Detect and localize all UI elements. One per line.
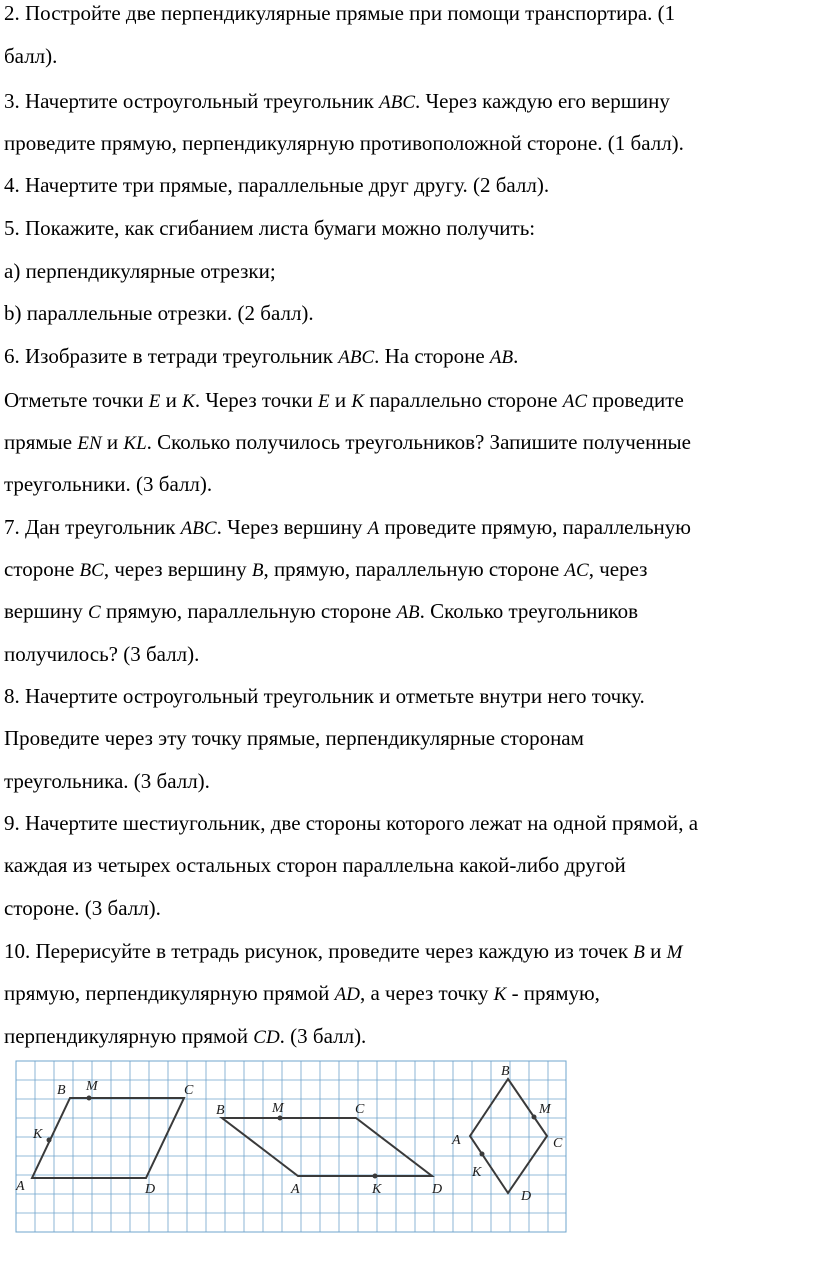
point-M-2 (278, 1116, 283, 1121)
shape-trapezoid-middle (222, 1118, 432, 1176)
shape-rhombus-right (470, 1079, 547, 1193)
math-symbol: ABC (338, 347, 375, 368)
text-span: параллельно стороне (364, 388, 563, 412)
shape3-outline (470, 1079, 547, 1193)
text-line (4, 388, 684, 414)
math-symbol: C (88, 602, 101, 623)
math-symbol: B (251, 560, 264, 581)
shape2-outline (222, 1118, 432, 1176)
shape1-outline (32, 1098, 184, 1178)
label-A-1: A (16, 1179, 25, 1194)
text-line: балл). (4, 44, 58, 68)
label-B-2: B (216, 1103, 225, 1118)
label-B-1: B (57, 1083, 66, 1098)
text-line (4, 1024, 366, 1050)
math-symbol: AC (562, 391, 588, 412)
label-A-3: A (452, 1133, 461, 1148)
text-line (4, 599, 638, 625)
text-span: прямую, параллельную стороне (100, 599, 397, 623)
point-M-3 (532, 1115, 537, 1120)
math-symbol: AB (489, 347, 514, 368)
text-line: 5. Покажите, как сгибанием листа бумаги можно получить: (4, 216, 536, 240)
text-span: . Сколько треугольников (419, 599, 639, 623)
text-line (4, 89, 670, 115)
math-symbol: K (351, 391, 365, 412)
label-K-2: K (372, 1182, 382, 1197)
text-line: стороне. (3 балл). (4, 896, 161, 920)
math-symbol: K (182, 391, 195, 412)
label-D-1: D (145, 1182, 156, 1197)
text-span: . (513, 344, 519, 368)
label-M-2: M (272, 1101, 284, 1116)
label-C-2: C (355, 1102, 365, 1117)
text-span: . Через точки (194, 388, 319, 412)
text-span: и (644, 939, 667, 963)
text-span: Отметьте точки (4, 388, 149, 412)
text-line: треугольника. (3 балл). (4, 769, 210, 793)
text-line: 2. Постройте две перпендикулярные прямые при помощи транспортира. (1 (4, 1, 676, 25)
text-line (4, 939, 682, 965)
shape-trapezoid-left (32, 1098, 184, 1178)
point-K-3 (480, 1152, 485, 1157)
label-K-1: K (33, 1127, 43, 1142)
text-line (4, 430, 691, 456)
point-K-1 (47, 1138, 52, 1143)
math-symbol: BC (79, 560, 104, 581)
math-symbol: ABC (379, 92, 416, 113)
grid-paper (16, 1061, 566, 1232)
text-line: a) перпендикулярные отрезки; (4, 259, 276, 283)
text-line: 4. Начертите три прямые, параллельные друг другу. (2 балл). (4, 173, 550, 197)
text-line: Проведите через эту точку прямые, перпендикулярные сторонам (4, 726, 584, 750)
point-K-2 (373, 1174, 378, 1179)
text-span: вершину (4, 599, 89, 623)
math-symbol: B (633, 942, 645, 963)
math-symbol: A (367, 518, 380, 539)
shape2-points (278, 1116, 378, 1179)
grid-border (16, 1061, 566, 1232)
geometry-figure (12, 1058, 572, 1264)
text-line (4, 981, 600, 1007)
shape3-points (480, 1115, 537, 1157)
text-span: 6. Изобразите в тетради треугольник (4, 344, 339, 368)
text-span: , через (588, 557, 648, 581)
label-C-1: C (184, 1083, 194, 1098)
text-line: b) параллельные отрезки. (2 балл). (4, 301, 314, 325)
text-span: 3. Начертите остроугольный треугольник (4, 89, 380, 113)
math-symbol: AC (564, 560, 589, 581)
shape1-labels (15, 1079, 194, 1197)
label-M-3: M (539, 1102, 551, 1117)
shape2-labels (216, 1101, 442, 1197)
text-line (4, 344, 518, 370)
text-span: прямую, перпендикулярную прямой (4, 981, 335, 1005)
label-B-3: B (501, 1064, 510, 1079)
math-symbol: ABC (180, 518, 217, 539)
text-line (4, 515, 691, 541)
text-span: 7. Дан треугольник (4, 515, 181, 539)
text-span: перпендикулярную прямой (4, 1024, 254, 1048)
text-span: - прямую, (506, 981, 600, 1005)
text-span: . (3 балл). (279, 1024, 367, 1048)
text-span: . Через каждую его вершину (415, 89, 670, 113)
text-line: проведите прямую, перпендикулярную противоположной стороне. (1 балл). (4, 131, 684, 155)
text-span: . На стороне (374, 344, 490, 368)
text-span: проведите (587, 388, 684, 412)
text-line: каждая из четырех остальных сторон параллельна какой-либо другой (4, 853, 626, 877)
text-span: и (101, 430, 124, 454)
label-C-3: C (553, 1136, 563, 1151)
label-D-3: D (521, 1189, 532, 1204)
text-line: 9. Начертите шестиугольник, две стороны которого лежат на одной прямой, а (4, 811, 699, 835)
math-symbol: E (318, 391, 330, 412)
text-span: прямые (4, 430, 78, 454)
label-D-2: D (432, 1182, 443, 1197)
text-span: , прямую, параллельную стороне (263, 557, 565, 581)
text-span: . Сколько получилось треугольников? Запишите полученные (146, 430, 691, 454)
text-span: и (329, 388, 352, 412)
text-line: получилось? (3 балл). (4, 642, 200, 666)
point-M-1 (87, 1096, 92, 1101)
label-K-3: K (472, 1165, 482, 1180)
math-symbol: EN (77, 433, 102, 454)
label-A-2: A (291, 1182, 300, 1197)
text-span: 10. Перерисуйте в тетрадь рисунок, проведите через каждую из точек (4, 939, 634, 963)
math-symbol: KL (123, 433, 147, 454)
text-span: , а через точку (359, 981, 494, 1005)
label-M-1: M (86, 1079, 98, 1094)
text-line: треугольники. (3 балл). (4, 472, 213, 496)
math-symbol: AB (396, 602, 420, 623)
text-span: , через вершину (103, 557, 252, 581)
text-span: проведите прямую, параллельную (379, 515, 691, 539)
text-line: 8. Начертите остроугольный треугольник и отметьте внутри него точку. (4, 684, 645, 708)
math-symbol: CD (253, 1027, 280, 1048)
text-line (4, 557, 647, 583)
text-span: и (160, 388, 183, 412)
math-symbol: E (148, 391, 161, 412)
text-span: . Через вершину (216, 515, 368, 539)
math-symbol: AD (334, 984, 360, 1005)
text-span: стороне (4, 557, 80, 581)
math-symbol: K (493, 984, 507, 1005)
math-symbol: M (666, 942, 683, 963)
